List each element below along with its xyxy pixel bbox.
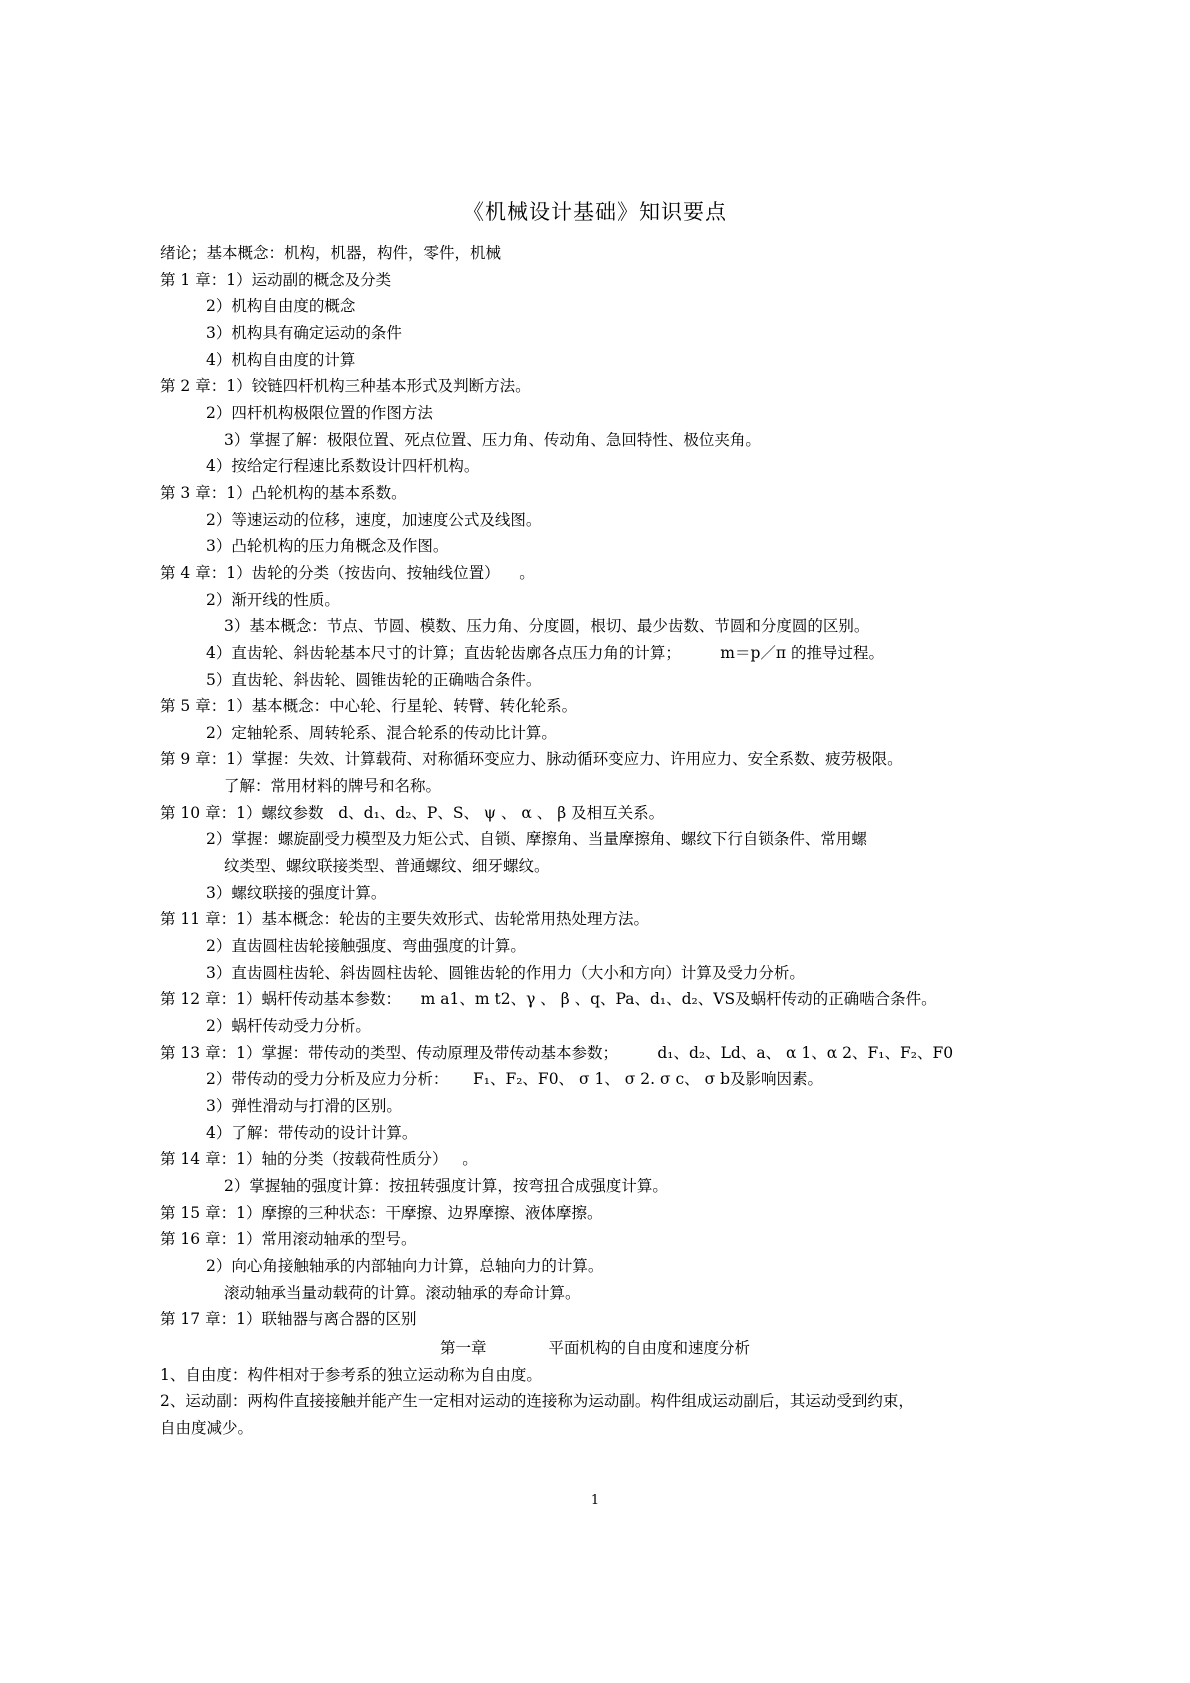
outline-line: 第 4 章：1）齿轮的分类（按齿向、按轴线位置） 。 — [160, 563, 535, 582]
body-line: 自由度减少。 — [160, 1418, 254, 1437]
outline-line: 2）机构自由度的概念 — [206, 297, 356, 316]
page-title: 《机械设计基础》知识要点 — [463, 200, 727, 224]
outline-line: 了解：常用材料的牌号和名称。 — [224, 777, 442, 796]
body-line: 2、运动副：两构件直接接触并能产生一定相对运动的连接称为运动副。构件组成运动副后，其运动受到约束， — [160, 1392, 914, 1411]
section-heading — [160, 1335, 1030, 1362]
outline-line: 4）机构自由度的计算 — [206, 350, 356, 369]
outline-line: 第 15 章：1）摩擦的三种状态：干摩擦、边界摩擦、液体摩擦。 — [160, 1203, 603, 1222]
outline-line: 2）渐开线的性质。 — [206, 590, 340, 609]
outline-line: 3）弹性滑动与打滑的区别。 — [206, 1097, 402, 1115]
outline-line: 2）向心角接触轴承的内部轴向力计算，总轴向力的计算。 — [206, 1256, 604, 1275]
outline-line: 第 14 章：1）轴的分类（按载荷性质分） 。 — [160, 1150, 478, 1169]
outline-line: 绪论；基本概念：机构，机器，构件，零件，机械 — [160, 244, 502, 262]
outline-line: 3）螺纹联接的强度计算。 — [206, 883, 387, 902]
outline-line: 3）基本概念：节点、节圆、模数、压力角、分度圆，根切、最少齿数、节圆和分度圆的区别。 — [224, 617, 870, 636]
outline-line: 2）掌握轴的强度计算：按扭转强度计算，按弯扭合成强度计算。 — [224, 1176, 668, 1195]
outline-line: 2）蜗杆传动受力分析。 — [206, 1017, 371, 1036]
outline-line: 第 1 章：1）运动副的概念及分类 — [160, 270, 392, 289]
outline-line: 第 10 章：1）螺纹参数 d、d₁、d₂、P、S、 ψ 、 α 、 β 及相互关系。 — [160, 803, 665, 822]
outline-line: 4）了解：带传动的设计计算。 — [206, 1123, 418, 1142]
outline-line: 第 3 章：1）凸轮机构的基本系数。 — [160, 483, 407, 502]
outline-line: 3）凸轮机构的压力角概念及作图。 — [206, 537, 449, 556]
outline-line: 第 2 章：1）铰链四杆机构三种基本形式及判断方法。 — [160, 377, 531, 396]
outline-line: 5）直齿轮、斜齿轮、圆锥齿轮的正确啮合条件。 — [206, 670, 542, 689]
outline-line: 第 11 章：1）基本概念：轮齿的主要失效形式、齿轮常用热处理方法。 — [160, 910, 649, 929]
outline-line: 3）机构具有确定运动的条件 — [206, 323, 402, 342]
section-title: 平面机构的自由度和速度分析 — [548, 1338, 750, 1357]
outline-line: 2）四杆机构极限位置的作图方法 — [206, 403, 433, 422]
outline-line: 2）等速运动的位移，速度，加速度公式及线图。 — [206, 510, 542, 529]
outline-line: 第 13 章：1）掌握：带传动的类型、传动原理及带传动基本参数； d₁、d₂、Ld、a、 α 1、α 2、F₁、F₂、F0 — [160, 1043, 954, 1062]
outline-line: 2）直齿圆柱齿轮接触强度、弯曲强度的计算。 — [206, 937, 526, 956]
outline-line: 4）直齿轮、斜齿轮基本尺寸的计算；直齿轮齿廓各点压力角的计算； m＝p／π 的推导过程。 — [206, 643, 885, 662]
outline-line: 3）掌握了解：极限位置、死点位置、压力角、传动角、急回特性、极位夹角。 — [224, 430, 761, 449]
outline-line: 3）直齿圆柱齿轮、斜齿圆柱齿轮、圆锥齿轮的作用力（大小和方向）计算及受力分析。 — [206, 963, 805, 982]
outline-line: 纹类型、螺纹联接类型、普通螺纹、细牙螺纹。 — [224, 857, 550, 876]
outline-line: 2）带传动的受力分析及应力分析： F₁、F₂、F0、 σ 1、 σ 2. σ c、 σ b及影响因素。 — [206, 1070, 824, 1089]
outline-line: 滚动轴承当量动载荷的计算。滚动轴承的寿命计算。 — [224, 1283, 581, 1302]
outline-line: 2）定轴轮系、周转轮系、混合轮系的传动比计算。 — [206, 723, 557, 742]
outline-line: 第 9 章：1）掌握：失效、计算载荷、对称循环变应力、脉动循环变应力、许用应力、安全系数、疲劳极限。 — [160, 750, 903, 769]
outline-line: 4）按给定行程速比系数设计四杆机构。 — [206, 457, 480, 476]
page-number: 1 — [590, 1493, 600, 1508]
outline-list — [160, 240, 1030, 1333]
outline-line: 2）掌握：螺旋副受力模型及力矩公式、自锁、摩擦角、当量摩擦角、螺纹下行自锁条件、常用螺 — [206, 830, 867, 849]
outline-line: 第 12 章：1）蜗杆传动基本参数： m a1、m t2、γ 、 β 、q、Pa、d₁、d₂、VS及蜗杆传动的正确啮合条件。 — [160, 990, 937, 1009]
outline-line: 第 5 章：1）基本概念：中心轮、行星轮、转臂、转化轮系。 — [160, 697, 578, 716]
section-chapter: 第一章 — [440, 1338, 487, 1357]
body-line: 1、自由度：构件相对于参考系的独立运动称为自由度。 — [160, 1365, 542, 1384]
outline-line: 第 17 章：1）联轴器与离合器的区别 — [160, 1310, 417, 1329]
outline-line: 第 16 章：1）常用滚动轴承的型号。 — [160, 1230, 417, 1249]
body-text — [160, 1362, 1030, 1442]
